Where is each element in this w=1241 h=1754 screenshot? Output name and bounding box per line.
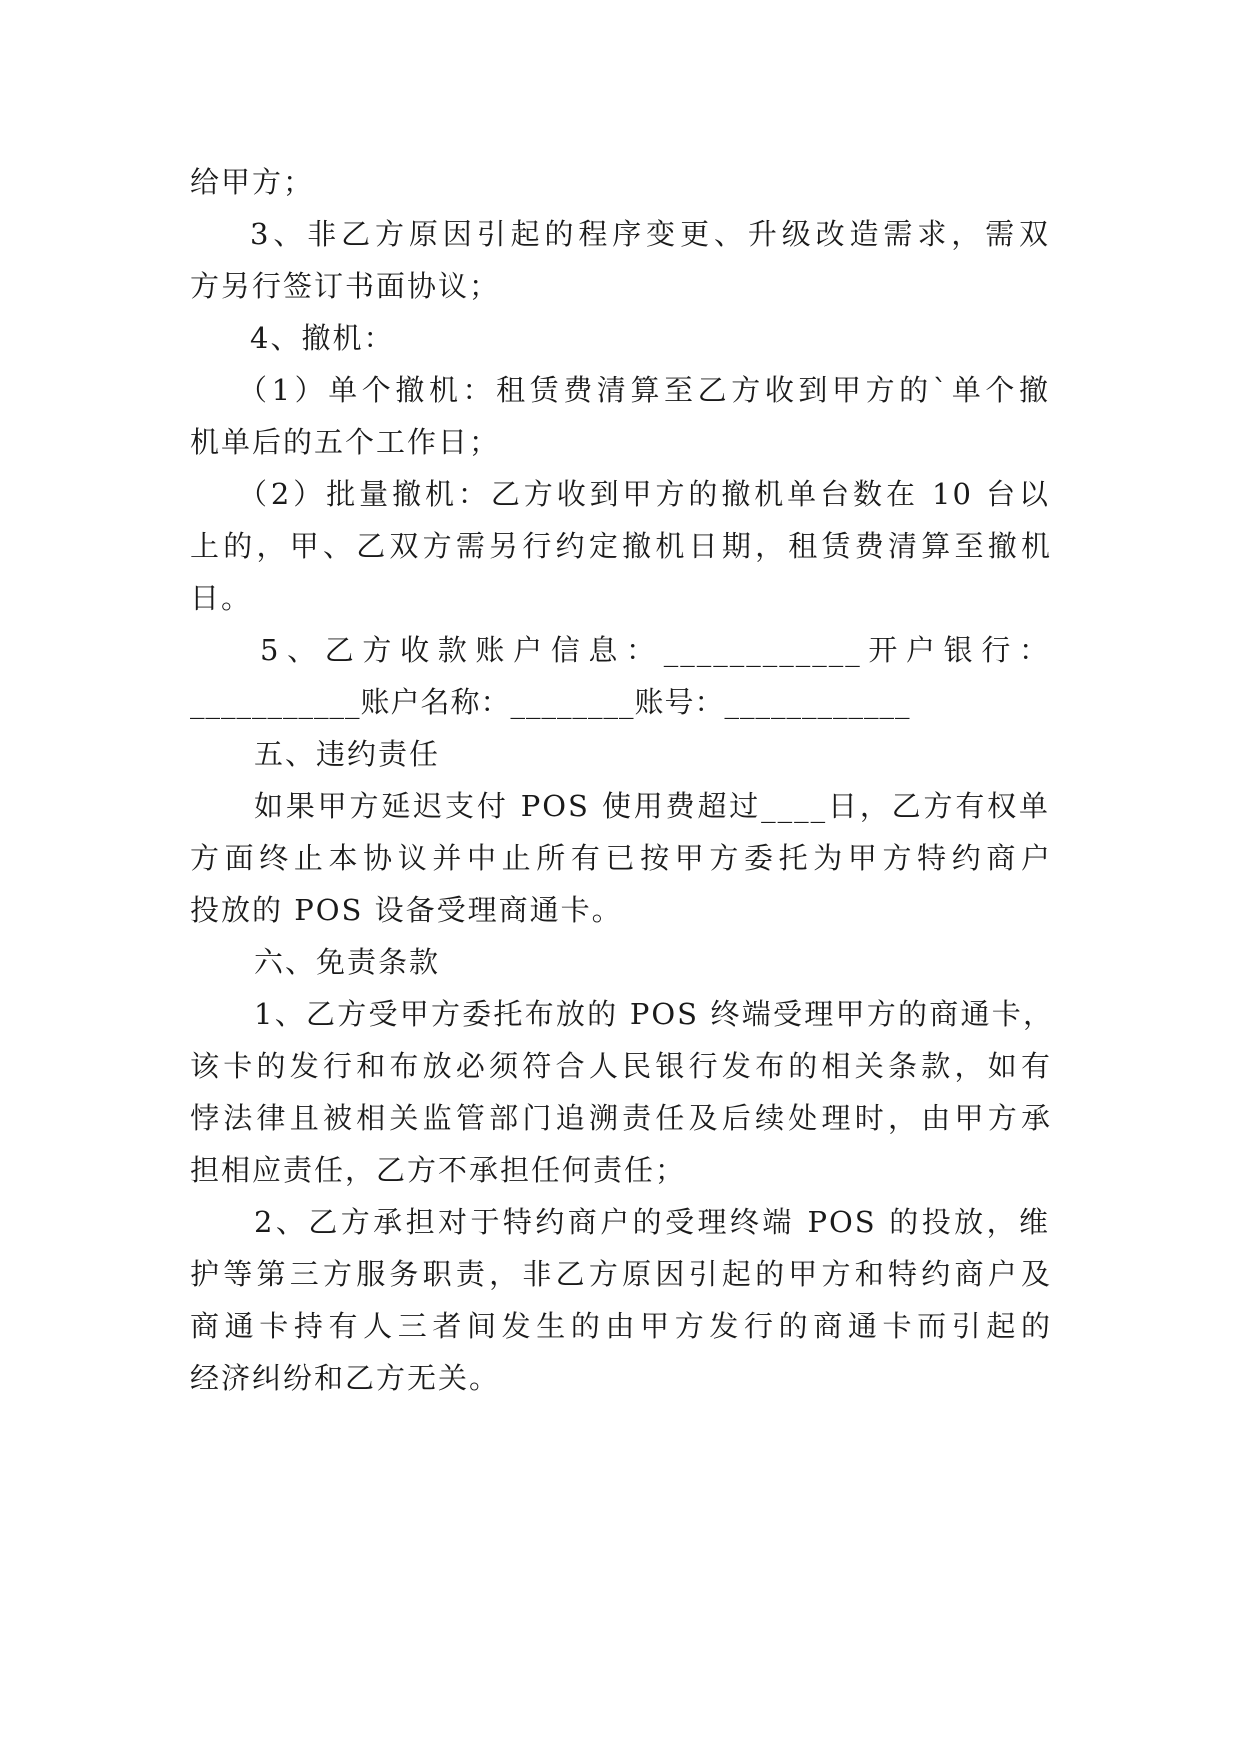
text-line: 悖法律且被相关监管部门追溯责任及后续处理时，由甲方承 bbox=[190, 1101, 1052, 1135]
text-line: 1、乙方受甲方委托布放的 POS 终端受理甲方的商通卡， bbox=[254, 997, 1054, 1031]
text-line: 担相应责任，乙方不承担任何责任； bbox=[190, 1153, 687, 1187]
text-line: 2、乙方承担对于特约商户的受理终端 POS 的投放，维 bbox=[254, 1205, 1050, 1239]
text-line: 5、乙方收款账户信息：____________开户银行： bbox=[260, 633, 1050, 667]
text-line: （1）单个撤机：租赁费清算至乙方收到甲方的`单个撤 bbox=[238, 373, 1050, 407]
text-line: 护等第三方服务职责，非乙方原因引起的甲方和特约商户及 bbox=[190, 1257, 1052, 1291]
text-line: 3、非乙方原因引起的程序变更、升级改造需求，需双 bbox=[250, 217, 1050, 251]
text-line: 给甲方； bbox=[190, 165, 315, 199]
text-line: 机单后的五个工作日； bbox=[190, 425, 501, 459]
text-line: 六、免责条款 bbox=[254, 945, 441, 979]
text-line: 日。 bbox=[190, 581, 253, 615]
text-line: 商通卡持有人三者间发生的由甲方发行的商通卡而引起的 bbox=[190, 1309, 1052, 1343]
text-line: （2）批量撤机：乙方收到甲方的撤机单台数在 10 台以 bbox=[238, 477, 1050, 511]
text-line: 方另行签订书面协议； bbox=[190, 269, 501, 303]
text-line: 如果甲方延迟支付 POS 使用费超过____日，乙方有权单 bbox=[254, 789, 1050, 823]
text-line: 上的，甲、乙双方需另行约定撤机日期，租赁费清算至撤机 bbox=[190, 529, 1052, 563]
text-line: 投放的 POS 设备受理商通卡。 bbox=[190, 893, 623, 927]
text-line: ___________账户名称：________账号：____________ bbox=[190, 685, 911, 719]
text-line: 4、撤机： bbox=[250, 321, 395, 355]
text-line: 方面终止本协议并中止所有已按甲方委托为甲方特约商户 bbox=[190, 841, 1052, 875]
text-line: 经济纠纷和乙方无关。 bbox=[190, 1361, 501, 1395]
text-line: 五、违约责任 bbox=[254, 737, 441, 771]
text-line: 该卡的发行和布放必须符合人民银行发布的相关条款，如有 bbox=[190, 1049, 1052, 1083]
